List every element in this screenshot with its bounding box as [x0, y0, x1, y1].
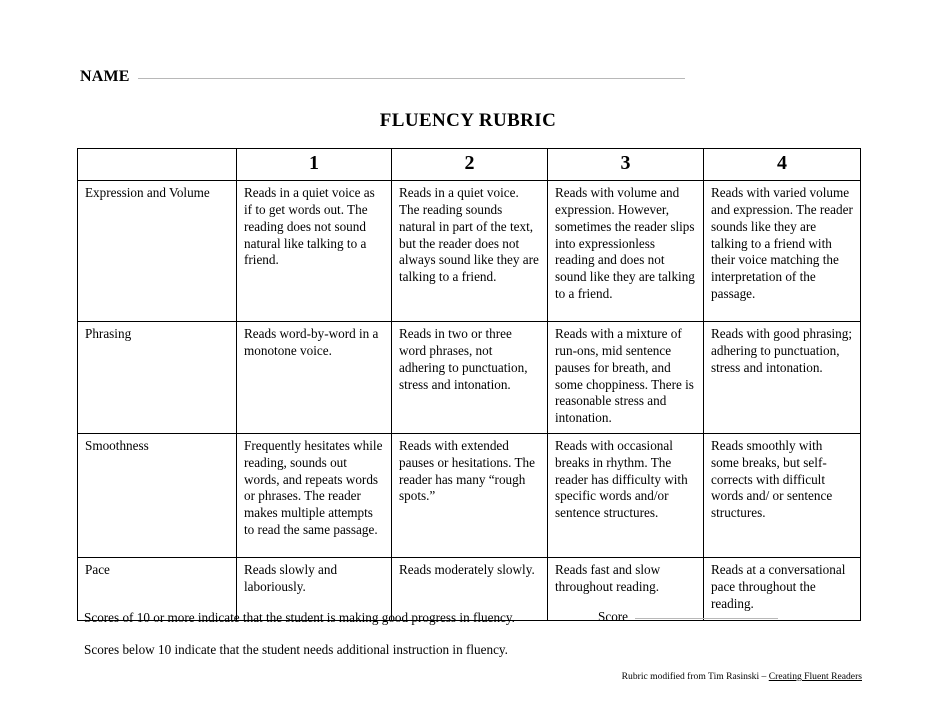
- scoring-note-high: Scores of 10 or more indicate that the student is making good progress in fluency.: [84, 610, 515, 625]
- table-row: [78, 322, 861, 434]
- header-cell-score-1: 1: [237, 149, 392, 181]
- cell-smoothness-level-4: Reads smoothly with some breaks, but self-corrects with difficult words and/ or sentence structures.: [704, 433, 861, 557]
- name-label: NAME: [80, 68, 130, 85]
- cell-phrasing-level-1: Reads word-by-word in a monotone voice.: [237, 322, 392, 434]
- header-cell-score-2: 2: [392, 149, 548, 181]
- cell-expression-level-3: Reads with volume and expression. However, sometimes the reader slips into expressionless reading and does not sound like they are talking to a friend.: [548, 181, 704, 322]
- score-label: Score: [598, 609, 629, 624]
- cell-expression-level-4: Reads with varied volume and expression. The reader sounds like they are talking to a friend with their voice matching the interpretation of the passage.: [704, 181, 861, 322]
- cell-smoothness-level-1: Frequently hesitates while reading, sounds out words, and repeats words or phrases. The reader makes multiple attempts to read the same passage.: [237, 433, 392, 557]
- name-input-line[interactable]: [138, 78, 685, 79]
- table-row: [78, 433, 861, 557]
- criterion-phrasing: Phrasing: [78, 322, 237, 434]
- attribution: [0, 671, 862, 683]
- rubric-table: [77, 148, 861, 621]
- header-cell-score-4: 4: [704, 149, 861, 181]
- cell-phrasing-level-2: Reads in two or three word phrases, not adhering to punctuation, stress and intonation.: [392, 322, 548, 434]
- cell-expression-level-1: Reads in a quiet voice as if to get words out. The reading does not sound natural like talking to a friend.: [237, 181, 392, 322]
- cell-smoothness-level-2: Reads with extended pauses or hesitations. The reader has many “rough spots.”: [392, 433, 548, 557]
- cell-pace-level-1: Reads slowly and laboriously.: [237, 557, 392, 620]
- scoring-note-low: Scores below 10 indicate that the student needs additional instruction in fluency.: [84, 642, 508, 657]
- cell-smoothness-level-3: Reads with occasional breaks in rhythm. The reader has difficulty with specific words and/or sentence structures.: [548, 433, 704, 557]
- criterion-pace: Pace: [78, 557, 237, 620]
- cell-phrasing-level-3: Reads with a mixture of run-ons, mid sentence pauses for breath, and some choppiness. There is reasonable stress and intonation.: [548, 322, 704, 434]
- name-field-row: [80, 68, 685, 86]
- attribution-source-title: Creating Fluent Readers: [768, 671, 862, 682]
- criterion-expression-and-volume: Expression and Volume: [78, 181, 237, 322]
- cell-phrasing-level-4: Reads with good phrasing; adhering to punctuation, stress and intonation.: [704, 322, 861, 434]
- cell-pace-level-3: Reads fast and slow throughout reading.: [548, 557, 704, 620]
- header-cell-criterion: [78, 149, 237, 181]
- page-title: FLUENCY RUBRIC: [379, 110, 557, 131]
- cell-pace-level-4: Reads at a conversational pace throughout the reading.: [704, 557, 861, 620]
- cell-expression-level-2: Reads in a quiet voice. The reading sounds natural in part of the text, but the reader does not always sound like they are talking to a friend.: [392, 181, 548, 322]
- header-cell-score-3: 3: [548, 149, 704, 181]
- table-header-row: [78, 149, 861, 181]
- score-field-row: [598, 609, 778, 625]
- rubric-table-wrapper: [77, 148, 860, 621]
- score-input-line[interactable]: [635, 618, 778, 619]
- table-row: [78, 181, 861, 322]
- criterion-smoothness: Smoothness: [78, 433, 237, 557]
- attribution-prefix: Rubric modified from Tim Rasinski –: [621, 671, 769, 682]
- cell-pace-level-2: Reads moderately slowly.: [392, 557, 548, 620]
